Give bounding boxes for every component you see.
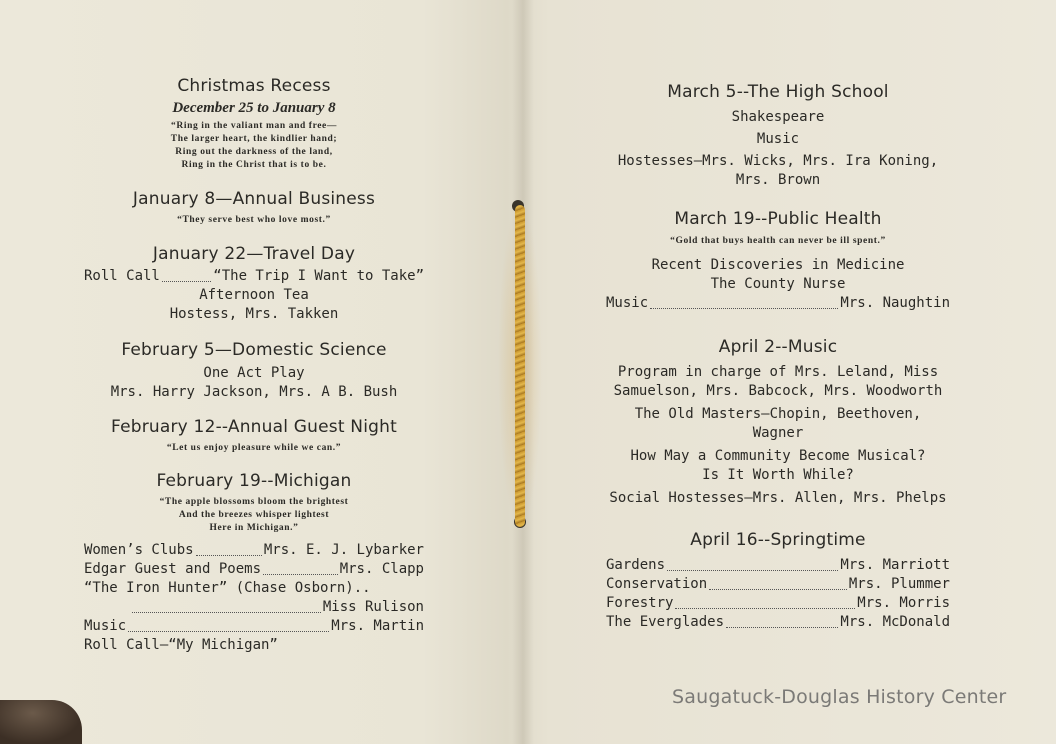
row-label: “The Iron Hunter” (Chase Osborn).. xyxy=(84,580,371,596)
row-value: Mrs. Clapp xyxy=(339,561,424,577)
program-row xyxy=(606,594,950,613)
leader-dots xyxy=(196,541,262,556)
christmas-recess-section xyxy=(84,76,424,172)
row-value: Mrs. Marriott xyxy=(840,557,950,573)
quote-line: “Ring in the valiant man and free— xyxy=(171,121,337,131)
binding-cord xyxy=(515,205,525,527)
leader-dots xyxy=(709,575,847,590)
leader-dots xyxy=(263,560,338,575)
section-line: Program in charge of Mrs. Leland, Miss xyxy=(617,364,939,380)
section-quote: “Let us enjoy pleasure while we can.” xyxy=(166,443,342,453)
row-label: Gardens xyxy=(606,557,666,573)
program-row xyxy=(606,556,950,575)
leader-dots xyxy=(132,598,321,613)
section-quote: “They serve best who love most.” xyxy=(177,215,331,225)
row-label: Women’s Clubs xyxy=(84,542,194,558)
iron-hunter-value-row xyxy=(84,598,424,617)
feb19-section xyxy=(84,471,424,655)
leader-dots xyxy=(675,594,855,609)
row-label: Forestry xyxy=(606,595,674,611)
section-line: Mrs. Brown xyxy=(735,172,821,188)
row-label: Roll Call xyxy=(84,268,160,284)
music-row xyxy=(606,294,950,313)
section-line: How May a Community Become Musical? xyxy=(630,448,926,464)
program-row xyxy=(606,575,950,594)
section-line: Hostesses—Mrs. Wicks, Mrs. Ira Koning, xyxy=(617,153,939,169)
section-title: April 16--Springtime xyxy=(690,530,866,550)
row-value: Miss Rulison xyxy=(322,599,424,615)
mar19-section xyxy=(606,209,950,313)
section-title: January 8—Annual Business xyxy=(132,189,376,209)
row-label: The Everglades xyxy=(606,614,725,630)
section-title: January 22—Travel Day xyxy=(152,244,356,264)
section-line: Hostess, Mrs. Takken xyxy=(169,306,339,322)
leader-dots xyxy=(162,267,211,282)
section-title: April 2--Music xyxy=(718,337,838,357)
row-label: Music xyxy=(84,618,127,634)
section-quote xyxy=(84,120,424,172)
row-value: Mrs. E. J. Lybarker xyxy=(263,542,424,558)
jan22-section xyxy=(84,244,424,324)
section-line: Afternoon Tea xyxy=(199,287,309,303)
roll-call-row xyxy=(84,267,424,286)
row-value: Mrs. Martin xyxy=(331,618,424,634)
leader-dots xyxy=(726,613,838,628)
section-line: Wagner xyxy=(752,425,804,441)
program-row xyxy=(84,560,424,579)
section-title: March 5--The High School xyxy=(667,82,889,102)
section-line: Samuelson, Mrs. Babcock, Mrs. Woodworth xyxy=(613,383,943,399)
row-value: Mrs. Plummer xyxy=(848,576,950,592)
music-row xyxy=(84,617,424,636)
section-line: Social Hostesses—Mrs. Allen, Mrs. Phelps xyxy=(609,490,947,506)
section-line: Mrs. Harry Jackson, Mrs. A B. Bush xyxy=(110,384,398,400)
section-line: Shakespeare xyxy=(731,109,825,125)
leader-dots xyxy=(667,556,838,571)
section-line: The County Nurse xyxy=(710,276,846,292)
section-quote: “Gold that buys health can never be ill spent.” xyxy=(670,236,886,246)
feb12-section xyxy=(84,417,424,455)
mar5-section xyxy=(606,82,950,190)
section-quote xyxy=(84,496,424,535)
program-row xyxy=(606,613,950,632)
section-title: February 12--Annual Guest Night xyxy=(111,417,397,437)
row-value: Mrs. McDonald xyxy=(840,614,950,630)
watermark: Saugatuck-Douglas History Center xyxy=(672,686,1007,708)
section-title: March 19--Public Health xyxy=(674,209,882,229)
section-line: One Act Play xyxy=(203,365,305,381)
apr16-section xyxy=(606,530,950,632)
row-value: Mrs. Naughtin xyxy=(840,295,950,311)
section-dates: December 25 to January 8 xyxy=(172,100,336,116)
section-title: February 5—Domestic Science xyxy=(121,340,387,360)
section-line: Recent Discoveries in Medicine xyxy=(651,257,905,273)
section-line: Is It Worth While? xyxy=(702,467,854,483)
section-line: The Old Masters—Chopin, Beethoven, xyxy=(634,406,922,422)
quote-line: And the breezes whisper lightest xyxy=(178,510,330,520)
section-title: Christmas Recess xyxy=(177,76,331,96)
iron-hunter-row xyxy=(84,579,424,598)
leader-dots xyxy=(650,294,838,309)
quote-line: Ring out the darkness of the land, xyxy=(175,147,333,157)
quote-line: The larger heart, the kindlier hand; xyxy=(170,134,338,144)
row-label: Roll Call—“My Michigan” xyxy=(84,637,278,653)
program-row xyxy=(84,541,424,560)
jan8-section xyxy=(84,189,424,227)
row-label: Music xyxy=(606,295,649,311)
quote-line: Here in Michigan.” xyxy=(209,523,299,533)
section-line: Music xyxy=(756,131,800,147)
row-label: Edgar Guest and Poems xyxy=(84,561,262,577)
leader-dots xyxy=(128,617,329,632)
quote-line: Ring in the Christ that is to be. xyxy=(181,160,327,170)
quote-line: “The apple blossoms bloom the brightest xyxy=(159,497,349,507)
row-label: Conservation xyxy=(606,576,708,592)
feb5-section xyxy=(84,340,424,402)
row-value: “The Trip I Want to Take” xyxy=(213,268,424,284)
roll-call-row xyxy=(84,636,424,655)
apr2-section xyxy=(606,337,950,508)
row-value: Mrs. Morris xyxy=(857,595,950,611)
section-title: February 19--Michigan xyxy=(156,471,352,491)
binder-clip xyxy=(0,700,82,744)
